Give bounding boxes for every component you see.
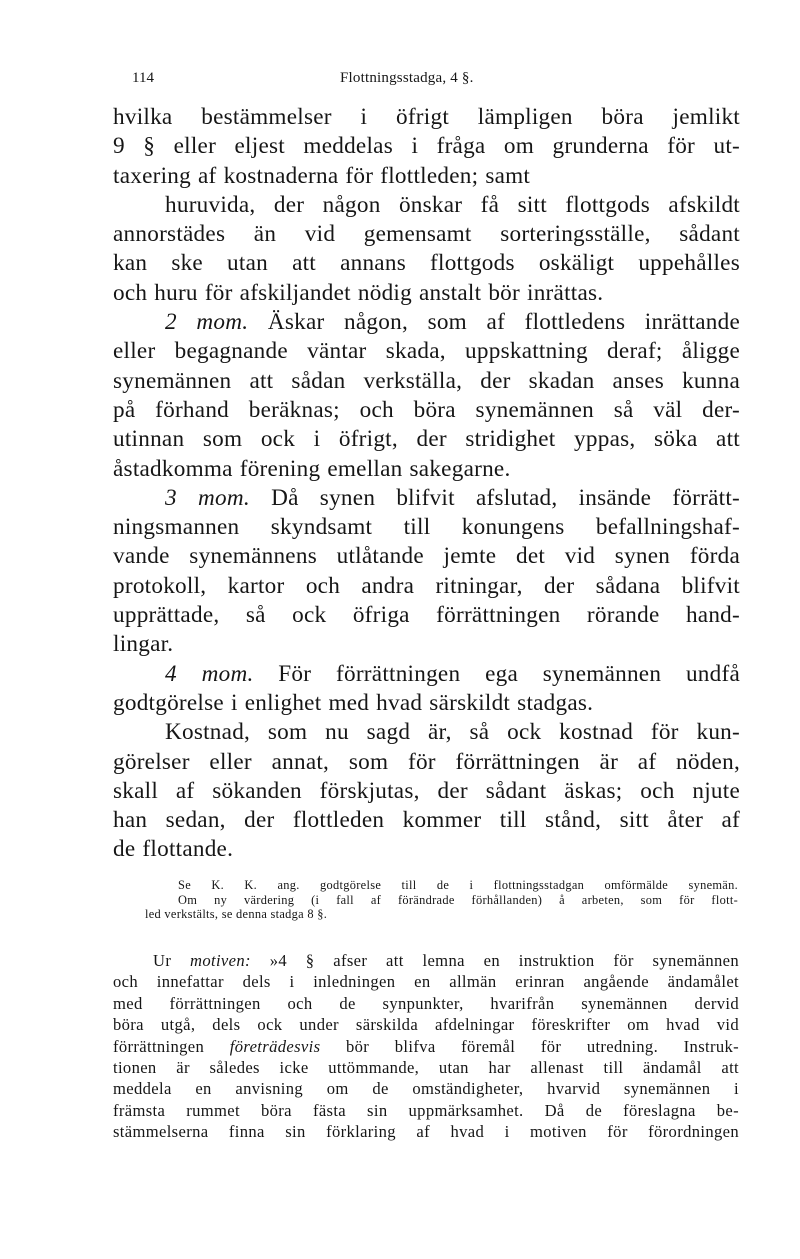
text-run: förrättningen [113, 1036, 205, 1056]
text-line: ningsmannen skyndsamt till konungens befallningshaf- [113, 514, 740, 541]
mom-label: 3 mom. [165, 484, 250, 511]
text-line: upprättade, så ock öfriga förrättningen rörande hand- [113, 602, 740, 629]
paragraph-mom-2 [113, 308, 740, 484]
text-line: annorstädes än vid gemensamt sorteringsställe, sådant [113, 221, 740, 248]
text-line: och huru för afskiljandet nödig anstalt bör inrättas. [113, 279, 604, 306]
text-line: synemännen att sådan verkställa, der skadan anses kunna [113, 367, 740, 394]
text-line: görelser eller annat, som för förrättningen är af nöden, [113, 748, 740, 775]
text-line: huruvida, der någon önskar få sitt flottgods afskildt [165, 191, 740, 218]
text-line: och innefattar dels i inledningen en allmän erinran angående ändamålet [113, 972, 739, 992]
text-line: stämmelserna finna sin förklaring af hvad i motiven för förordningen [113, 1122, 739, 1142]
text-line [113, 1036, 739, 1057]
text-line: 9 § eller eljest meddelas i fråga om grunderna för ut- [113, 133, 740, 160]
text-line: åstadkomma förening emellan sakegarne. [113, 455, 511, 482]
text-line: utinnan som ock i öfrigt, der stridighet yppas, söka att [113, 426, 740, 453]
text-line: eller begagnande väntar skada, uppskattning deraf; åligge [113, 338, 740, 365]
emphasis: företrädesvis [229, 1036, 321, 1056]
text-run: Då synen blifvit afslutad, insände förrätt- [271, 484, 740, 511]
mom-label: 4 mom. [165, 660, 254, 687]
text-line [113, 660, 740, 689]
text-line: lingar. [113, 631, 174, 658]
text-line [113, 308, 740, 337]
text-line: Kostnad, som nu sagd är, så ock kostnad för kun- [165, 719, 740, 746]
mom-label: 2 mom. [165, 309, 249, 336]
note-line: led verkstälts, se denna stadga 8 §. [145, 907, 328, 921]
text-line: taxering af kostnaderna för flottleden; samt [113, 162, 531, 189]
text-line: hvilka bestämmelser i öfrigt lämpligen böra jemlikt [113, 104, 740, 130]
text-run: Ur [153, 951, 172, 970]
paragraph-kostnad [113, 718, 740, 864]
main-text [113, 103, 740, 865]
text-line: protokoll, kartor och andra ritningar, der sådana blifvit [113, 572, 740, 599]
paragraph-mom-3 [113, 484, 740, 660]
text-line: på förhand beräknas; och böra synemännen så väl der- [113, 396, 740, 423]
note-line: Se K. K. ang. godtgörelse till de i flottningsstadgan omförmälde synemän. [178, 878, 738, 892]
text-line: kan ske utan att annans flottgods oskäligt uppehålles [113, 250, 740, 277]
text-line: han sedan, der flottleden kommer till stånd, sitt åter af [113, 807, 740, 834]
text-line: meddela en anvisning om de omständigheter, hvarvid synemännen i [113, 1079, 739, 1099]
page-header [132, 70, 732, 96]
paragraph-mom-4 [113, 660, 740, 719]
text-run: För förrättningen ega synemännen undfå [278, 660, 740, 687]
text-line [113, 484, 740, 513]
text-line: skall af sökanden förskjutas, der sådant äskas; och njute [113, 777, 740, 804]
text-line: vande synemännens utlåtande jemte det vid synen förda [113, 543, 740, 570]
page-number: 114 [132, 70, 154, 86]
motive-excerpt [113, 950, 739, 1143]
text-run: bör blifva föremål för utredning. Instruk- [346, 1036, 740, 1056]
text-line: tionen är således icke uttömmande, utan har allenast till ändamål att [113, 1058, 739, 1078]
note-line: Om ny värdering (i fall af förändrade förhållanden) å arbeten, som för flott- [178, 892, 738, 907]
text-run: »4 § afser att lemna en instruktion för synemännen [269, 951, 740, 970]
running-head: Flottningsstadga, 4 §. [340, 70, 474, 86]
paragraph-huruvida [113, 191, 740, 308]
text-run: Äskar någon, som af flottledens inrättande [267, 309, 741, 336]
text-line: böra utgå, dels ock under särskilda afdelningar föreskrifter om hvad vid [113, 1015, 739, 1035]
text-line: godtgörelse i enlighet med hvad särskildt stadgas. [113, 689, 594, 716]
text-line [113, 950, 739, 971]
text-line: de flottande. [113, 836, 234, 863]
paragraph-1-continued [113, 103, 740, 191]
text-line: med förrättningen och de synpunkter, hvarifrån synemännen dervid [113, 993, 739, 1013]
motiven-label: motiven: [190, 951, 251, 970]
reference-notes [145, 878, 738, 922]
text-line: främsta rummet böra fästa sin uppmärksamhet. Då de föreslagna be- [113, 1100, 739, 1120]
